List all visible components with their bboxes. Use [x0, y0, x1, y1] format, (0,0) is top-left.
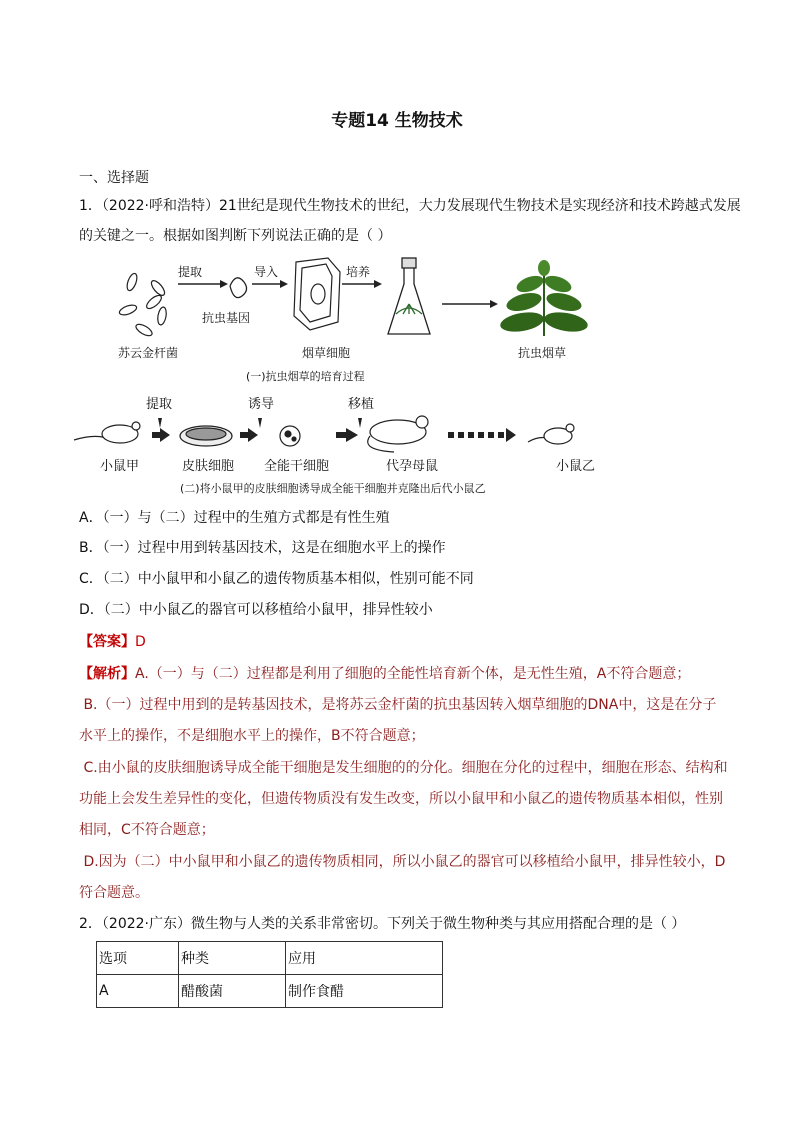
label-stem-cell: 全能干细胞 [264, 459, 330, 474]
arrowhead-to-plant [490, 300, 498, 308]
arrow-extract-2-shaft [152, 432, 160, 438]
arrowhead-transplant [346, 428, 358, 442]
label-tobacco-cell: 烟草细胞 [302, 346, 351, 360]
arrow-down-transplant [358, 418, 362, 428]
analysis-text-7: D.因为（二）中小鼠甲和小鼠乙的遗传物质相同，所以小鼠乙的器官可以移植给小鼠甲，排异性较小，D [79, 854, 726, 870]
table-cell: 醋酸菌 [179, 975, 286, 1008]
bacteria-icon [118, 272, 167, 338]
flask-icon [388, 258, 430, 334]
answer-line [79, 632, 146, 652]
caption-part-2: (二)将小鼠甲的皮肤细胞诱导成全能干细胞并克隆出后代小鼠乙 [180, 482, 486, 495]
table-row [97, 975, 443, 1008]
label-gene: 抗虫基因 [202, 311, 251, 325]
mouse-b-icon [528, 424, 574, 444]
label-import: 导入 [254, 265, 279, 279]
analysis-label: 【解析】 [79, 666, 135, 682]
label-induce: 诱导 [248, 397, 275, 412]
arrowhead-extract-2 [160, 428, 170, 442]
question-2-stem: 2．（2022·广东）微生物与人类的关系非常密切。下列关于微生物种类与其应用搭配合理的是（ ） [79, 916, 686, 932]
analysis-text-6: 相同，C不符合题意； [79, 822, 215, 838]
label-surrogate: 代孕母鼠 [386, 459, 439, 474]
arrowhead-induce [248, 428, 258, 442]
caption-part-1: (一)抗虫烟草的培育过程 [246, 370, 365, 383]
label-extract-1: 提取 [178, 265, 203, 279]
table-header-cell: 选项 [97, 942, 179, 975]
analysis-text-4: C.由小鼠的皮肤细胞诱导成全能干细胞是发生细胞的的分化。细胞在分化的过程中，细胞在形态、结构和 [79, 760, 728, 776]
arrowhead-culture [374, 280, 382, 288]
table-cell: A [97, 975, 179, 1008]
dashed-arrow [448, 428, 516, 442]
analysis-line-1 [79, 664, 690, 684]
arrowhead-import [280, 280, 288, 288]
label-culture: 培养 [346, 265, 371, 279]
question-2-table [96, 941, 443, 1008]
question-1-option-d: D．（二）中小鼠乙的器官可以移植给小鼠甲，排异性较小 [79, 602, 433, 618]
label-transplant: 移植 [348, 397, 375, 412]
arrow-down-induce [258, 418, 262, 428]
label-extract-2: 提取 [146, 397, 173, 412]
question-1-figure [70, 258, 610, 495]
analysis-text-1: A.（一）与（二）过程都是利用了细胞的全能性培育新个体，是无性生殖，A不符合题意； [135, 666, 691, 682]
analysis-text-5: 功能上会发生差异性的变化，但遗传物质没有发生改变，所以小鼠甲和小鼠乙的遗传物质基本相似，性别 [79, 791, 723, 807]
table-header-cell: 种类 [179, 942, 286, 975]
arrow-induce-shaft [240, 432, 248, 438]
analysis-text-8: 符合题意。 [79, 885, 149, 901]
question-1-stem-line-2: 的关键之一。根据如图判断下列说法正确的是（ ） [79, 228, 392, 244]
label-skin-cells: 皮肤细胞 [182, 459, 235, 474]
gene-icon [230, 278, 247, 298]
label-plant: 抗虫烟草 [518, 346, 567, 360]
analysis-text-2: B.（一）过程中用到的是转基因技术，是将苏云金杆菌的抗虫基因转入烟草细胞的DNA中，这是在分子 [79, 697, 717, 713]
table-header-cell: 应用 [286, 942, 443, 975]
question-1-stem-line-1: 1．（2022·呼和浩特）21世纪是现代生物技术的世纪，大力发展现代生物技术是实现经济和技术跨越式发展 [79, 198, 741, 214]
mouse-a-icon [74, 422, 140, 443]
label-mouse-b: 小鼠乙 [556, 459, 596, 474]
tobacco-cell-icon [294, 258, 340, 330]
stem-cell-icon [280, 426, 300, 446]
table-header-row [97, 942, 443, 975]
table-cell: 制作食醋 [286, 975, 443, 1008]
label-mouse-a: 小鼠甲 [100, 459, 140, 474]
label-bacteria: 苏云金杆菌 [118, 346, 179, 360]
section-heading: 一、选择题 [79, 170, 149, 186]
arrow-transplant-shaft [336, 432, 346, 438]
page-title: 专题14 生物技术 [331, 111, 463, 131]
skin-cells-dish-icon [180, 426, 232, 446]
arrowhead-extract-1 [220, 280, 228, 288]
answer-value: D [135, 634, 146, 650]
question-1-option-a: A．（一）与（二）过程中的生殖方式都是有性生殖 [79, 510, 390, 526]
surrogate-mouse-icon [368, 416, 428, 452]
arrow-down-extract-2 [158, 418, 162, 428]
answer-label: 【答案】 [79, 634, 135, 650]
question-1-option-b: B．（一）过程中用到转基因技术，这是在细胞水平上的操作 [79, 540, 446, 556]
analysis-text-3: 水平上的操作，不是细胞水平上的操作，B不符合题意； [79, 728, 425, 744]
tobacco-plant-icon [499, 260, 589, 336]
question-1-option-c: C．（二）中小鼠甲和小鼠乙的遗传物质基本相似，性别可能不同 [79, 571, 474, 587]
